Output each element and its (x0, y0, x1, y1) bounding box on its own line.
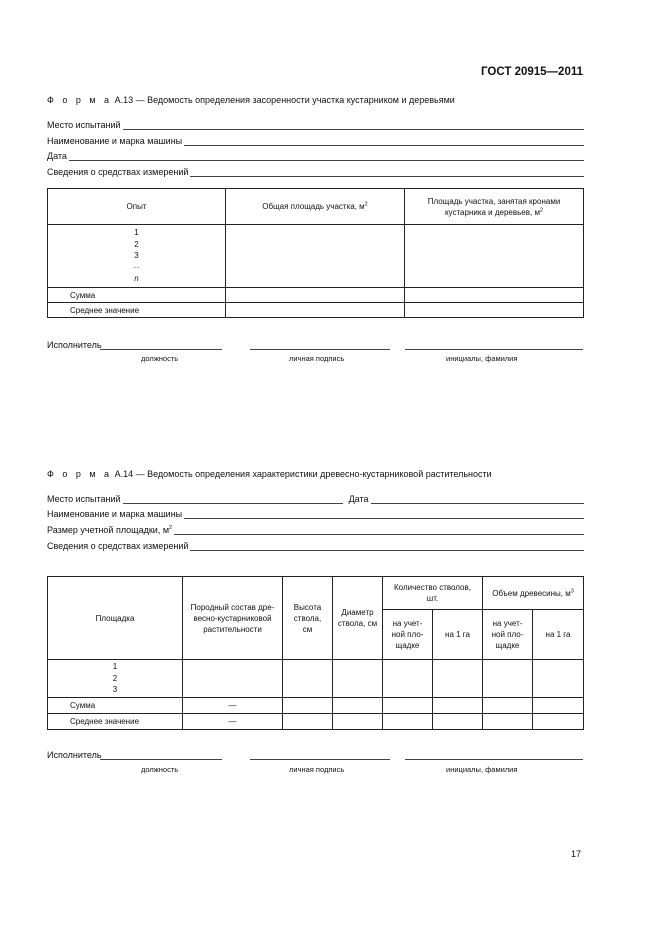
form14-title-text: А.14 — Ведомость определения характеристики древесно-кустарниковой растительности (114, 469, 492, 479)
form14-col-count: Количество стволов, шт. (383, 577, 483, 610)
form14-caption-name: инициалы, фамилия (446, 765, 518, 774)
form14-table (47, 576, 584, 730)
table-row (48, 303, 584, 318)
form13-caption-position: должность (141, 354, 179, 363)
form13-field-date: Дата (47, 149, 584, 161)
form13-row-sum: Сумма (48, 288, 226, 303)
table-row (48, 225, 584, 288)
form14-col-volume-per-ha: на 1 га (533, 610, 584, 660)
form14-col-diameter: Диаметр ствола, см (333, 577, 383, 660)
form13-title-text: А.13 — Ведомость определения засоренности участка кустарником и деревьями (114, 95, 455, 105)
form13-field-instruments: Сведения о средствах измерений (47, 165, 584, 177)
form14-col-count-per-ha: на 1 га (433, 610, 483, 660)
form13-col-crown-area: Площадь участка, занятая кронами кустарника и деревьев, $м^2$ (405, 189, 584, 225)
form14-field-machine: Наименование и марка машины (47, 507, 584, 519)
form14-executor: Исполнитель (47, 750, 102, 760)
form13-field-machine: Наименование и марка машины (47, 134, 584, 146)
form14-caption-position: должность (141, 765, 179, 774)
form13-header-row (48, 189, 584, 225)
form13-field-place: Место испытаний (47, 118, 584, 130)
form14-field-place-date: Место испытаний Дата (47, 492, 584, 504)
table-row (48, 288, 584, 303)
form14-col-composition: Породный состав дре-весно-кустарниковой растительности (183, 577, 283, 660)
form14-col-count-per-plot: на учет-ной пло-щадке (383, 610, 433, 660)
form14-caption-signature: личная подпись (289, 765, 345, 774)
form13-caption-signature: личная подпись (289, 354, 345, 363)
form13-col-total-area: Общая площадь участка, $м^2$ (226, 189, 405, 225)
form14-label: Ф о р м а (47, 469, 113, 479)
form13-col-experiment: Опыт (48, 189, 226, 225)
form13-row-numbers: 1 2 3 .... n (48, 225, 226, 288)
form14-title (47, 469, 492, 479)
form14-date-label: Дата (348, 494, 369, 504)
table-row (48, 660, 584, 698)
standard-number: ГОСТ 20915—2011 (481, 66, 583, 78)
table-row: Сумма — (48, 698, 584, 714)
form14-col-volume: Объем древесины, $м^3$ (483, 577, 584, 610)
form13-label: Ф о р м а (47, 95, 113, 105)
form13-caption-name: инициалы, фамилия (446, 354, 518, 363)
form14-row-numbers: 1 2 3 (48, 660, 183, 698)
form14-row-average: Среднее значение (48, 714, 183, 730)
table-row: Среднее значение — (48, 714, 584, 730)
form14-col-plot: Площадка (48, 577, 183, 660)
form14-col-height: Высота ствола, см (283, 577, 333, 660)
form14-field-plot-size: Размер учетной площадки, $м^2$ (47, 523, 584, 535)
form14-header-row-1 (48, 577, 584, 610)
form13-executor: Исполнитель (47, 340, 102, 350)
form14-row-sum: Сумма (48, 698, 183, 714)
form13-row-average: Среднее значение (48, 303, 226, 318)
form14-field-instruments: Сведения о средствах измерений (47, 539, 584, 551)
form13-table (47, 188, 584, 318)
page-number: 17 (570, 849, 581, 859)
form14-col-volume-per-plot: на учет-ной пло-щадке (483, 610, 533, 660)
form13-title (47, 95, 455, 105)
